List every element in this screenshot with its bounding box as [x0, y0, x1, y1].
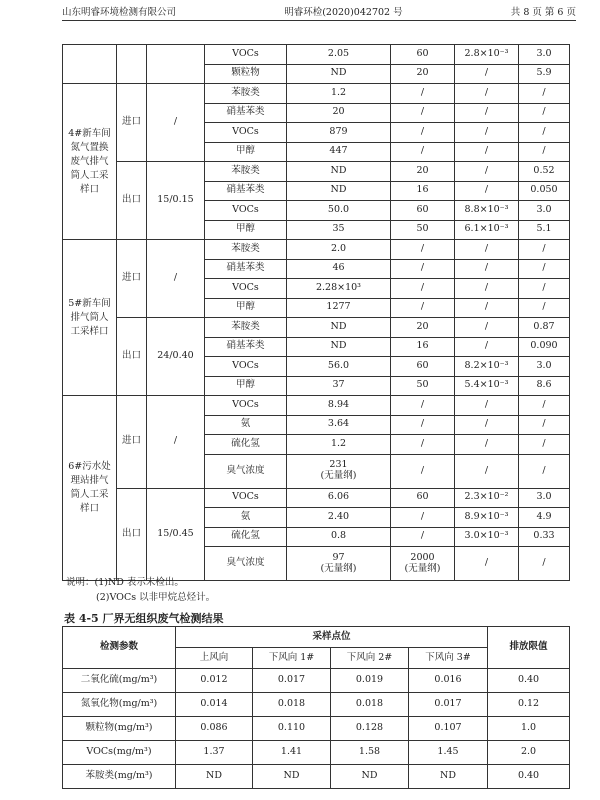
concentration-cell: 37	[287, 376, 391, 396]
site-cell-cont	[63, 45, 117, 84]
concentration-cell: 0.8	[287, 527, 391, 547]
param-cell: 甲醇	[205, 142, 287, 162]
port-cell: 进口	[117, 84, 147, 162]
param-cell: 硝基苯类	[205, 337, 287, 357]
concentration-cell: 97 (无量纲)	[287, 547, 391, 581]
emission-rate-cell: /	[455, 181, 519, 201]
concentration-cell: 2.28×10³	[287, 279, 391, 299]
emission-rate-cell: /	[455, 415, 519, 435]
point-header: 上风向	[176, 648, 253, 669]
rate-limit-cell: 5.1	[519, 220, 570, 240]
table2-caption: 表 4-5 厂界无组织废气检测结果	[64, 612, 224, 625]
rate-limit-cell: 0.52	[519, 162, 570, 182]
limit-cell: 0.40	[488, 765, 570, 789]
param-cell: 硝基苯类	[205, 103, 287, 123]
param-cell: 甲醇	[205, 376, 287, 396]
value-cell: 0.017	[253, 669, 331, 693]
rate-limit-cell: /	[519, 454, 570, 488]
rate-limit-cell: /	[519, 396, 570, 416]
concentration-cell: 20	[287, 103, 391, 123]
table-row	[63, 396, 570, 416]
concentration-limit-cell: 20	[391, 162, 455, 182]
concentration-limit-cell: 60	[391, 357, 455, 377]
param-cell: 硫化氢	[205, 527, 287, 547]
concentration-cell: 6.06	[287, 488, 391, 508]
page-header	[62, 0, 576, 21]
emission-rate-cell: 5.4×10⁻³	[455, 376, 519, 396]
value-cell: 1.41	[253, 741, 331, 765]
param-cell: 苯胺类	[205, 162, 287, 182]
concentration-limit-cell: /	[391, 240, 455, 260]
concentration-cell: ND	[287, 181, 391, 201]
limit-cell: 1.0	[488, 717, 570, 741]
emission-rate-cell: /	[455, 318, 519, 338]
param-cell: VOCs	[205, 45, 287, 65]
concentration-cell: 2.0	[287, 240, 391, 260]
concentration-limit-cell: 2000 (无量纲)	[391, 547, 455, 581]
table-row	[63, 162, 570, 182]
rate-limit-cell: 0.33	[519, 527, 570, 547]
report-number: 明睿环检(2020)042702 号	[284, 7, 403, 18]
concentration-limit-cell: 60	[391, 45, 455, 65]
emission-rate-cell: /	[455, 103, 519, 123]
concentration-limit-cell: 16	[391, 181, 455, 201]
rate-limit-cell: 4.9	[519, 508, 570, 528]
param-cell: 臭气浓度	[205, 454, 287, 488]
site-cell: 5#新车间排气筒人工采样口	[63, 240, 117, 396]
value-cell: 0.012	[176, 669, 253, 693]
table-row	[63, 765, 570, 789]
emission-rate-cell: 8.8×10⁻³	[455, 201, 519, 221]
limit-cell: 0.40	[488, 669, 570, 693]
concentration-limit-cell: 50	[391, 220, 455, 240]
concentration-limit-cell: /	[391, 415, 455, 435]
value-cell: 1.37	[176, 741, 253, 765]
emission-rate-cell: 6.1×10⁻³	[455, 220, 519, 240]
emission-rate-cell: /	[455, 162, 519, 182]
rate-limit-cell: /	[519, 142, 570, 162]
height-cell: /	[147, 240, 205, 318]
rate-limit-cell: 3.0	[519, 201, 570, 221]
param-cell: VOCs	[205, 396, 287, 416]
concentration-limit-cell: /	[391, 84, 455, 104]
param-cell: 臭气浓度	[205, 547, 287, 581]
emission-rate-cell: /	[455, 84, 519, 104]
rate-limit-cell: /	[519, 123, 570, 143]
concentration-limit-cell: 60	[391, 201, 455, 221]
param-cell: VOCs	[205, 488, 287, 508]
rate-limit-cell: 8.6	[519, 376, 570, 396]
value-cell: 0.107	[409, 717, 488, 741]
limit-cell: 2.0	[488, 741, 570, 765]
concentration-cell: 1.2	[287, 84, 391, 104]
height-cell: /	[147, 84, 205, 162]
value-cell: 0.014	[176, 693, 253, 717]
emission-rate-cell: /	[455, 435, 519, 455]
concentration-cell: ND	[287, 318, 391, 338]
height-cell: 15/0.45	[147, 488, 205, 581]
concentration-cell: ND	[287, 162, 391, 182]
emission-rate-cell: /	[455, 64, 519, 84]
rate-limit-cell: /	[519, 84, 570, 104]
value-cell: 0.110	[253, 717, 331, 741]
value-cell: ND	[409, 765, 488, 789]
concentration-limit-cell: 60	[391, 488, 455, 508]
param-cell: VOCs	[205, 123, 287, 143]
concentration-cell: ND	[287, 64, 391, 84]
param-cell: VOCs	[205, 357, 287, 377]
emission-rate-cell: /	[455, 123, 519, 143]
concentration-limit-cell: /	[391, 454, 455, 488]
rate-limit-cell: 5.9	[519, 64, 570, 84]
table-row	[63, 741, 570, 765]
table-row	[63, 669, 570, 693]
value-cell: 0.086	[176, 717, 253, 741]
value-cell: 0.017	[409, 693, 488, 717]
value-cell: 0.019	[331, 669, 409, 693]
emission-rate-cell: /	[455, 279, 519, 299]
param-cell: 氮氧化物(mg/m³)	[63, 693, 176, 717]
rate-limit-cell: 3.0	[519, 45, 570, 65]
header-row	[63, 627, 570, 648]
company-name: 山东明睿环境检测有限公司	[62, 7, 177, 18]
value-cell: ND	[331, 765, 409, 789]
rate-limit-cell: 0.87	[519, 318, 570, 338]
emission-rate-cell: 3.0×10⁻³	[455, 527, 519, 547]
value-cell: 0.128	[331, 717, 409, 741]
concentration-cell: ND	[287, 337, 391, 357]
port-cell: 出口	[117, 162, 147, 240]
note-2: (2)VOCs 以非甲烷总烃计。	[96, 592, 216, 603]
points-header: 采样点位	[176, 627, 488, 648]
param-cell: 苯胺类	[205, 318, 287, 338]
concentration-limit-cell: /	[391, 142, 455, 162]
concentration-cell: 50.0	[287, 201, 391, 221]
emission-rate-cell: /	[455, 240, 519, 260]
concentration-cell: 2.05	[287, 45, 391, 65]
value-cell: 1.58	[331, 741, 409, 765]
point-header: 下风向 1#	[253, 648, 331, 669]
concentration-cell: 8.94	[287, 396, 391, 416]
param-cell: 苯胺类	[205, 240, 287, 260]
concentration-limit-cell: /	[391, 396, 455, 416]
param-cell: VOCs	[205, 201, 287, 221]
rate-limit-cell: /	[519, 259, 570, 279]
rate-limit-cell: 0.050	[519, 181, 570, 201]
limit-cell: 0.12	[488, 693, 570, 717]
boundary-results-table	[62, 626, 570, 789]
param-header: 检测参数	[63, 627, 176, 669]
note-1: 说明：(1)ND 表示未检出。	[66, 577, 184, 588]
rate-limit-cell: /	[519, 435, 570, 455]
emission-rate-cell: /	[455, 396, 519, 416]
port-cell-cont	[117, 45, 147, 84]
table-row	[63, 693, 570, 717]
concentration-cell: 879	[287, 123, 391, 143]
emission-rate-cell: /	[455, 298, 519, 318]
param-cell: 氨	[205, 415, 287, 435]
value-cell: 0.016	[409, 669, 488, 693]
value-cell: ND	[176, 765, 253, 789]
page-number: 共 8 页 第 6 页	[510, 7, 576, 18]
param-cell: 颗粒物(mg/m³)	[63, 717, 176, 741]
emission-rate-cell: /	[455, 142, 519, 162]
emission-rate-cell: /	[455, 454, 519, 488]
param-cell: 甲醇	[205, 298, 287, 318]
height-cell: 24/0.40	[147, 318, 205, 396]
rate-limit-cell: /	[519, 547, 570, 581]
concentration-cell: 46	[287, 259, 391, 279]
point-header: 下风向 2#	[331, 648, 409, 669]
concentration-cell: 1277	[287, 298, 391, 318]
value-cell: 0.018	[331, 693, 409, 717]
port-cell: 出口	[117, 318, 147, 396]
param-cell: 甲醇	[205, 220, 287, 240]
rate-limit-cell: 3.0	[519, 357, 570, 377]
rate-limit-cell: /	[519, 103, 570, 123]
table-notes	[66, 575, 215, 605]
site-cell: 4#新车间氮气置换废气排气筒人工采样口	[63, 84, 117, 240]
rate-limit-cell: /	[519, 279, 570, 299]
param-cell: 硝基苯类	[205, 259, 287, 279]
height-cell: /	[147, 396, 205, 489]
value-cell: 0.018	[253, 693, 331, 717]
param-cell: 氨	[205, 508, 287, 528]
concentration-cell: 2.40	[287, 508, 391, 528]
port-cell: 进口	[117, 396, 147, 489]
concentration-limit-cell: 20	[391, 318, 455, 338]
emission-rate-cell: /	[455, 337, 519, 357]
table-row	[63, 318, 570, 338]
emission-rate-cell: /	[455, 547, 519, 581]
concentration-limit-cell: /	[391, 259, 455, 279]
emission-rate-cell: 2.8×10⁻³	[455, 45, 519, 65]
table-row	[63, 84, 570, 104]
param-cell: VOCs(mg/m³)	[63, 741, 176, 765]
concentration-limit-cell: /	[391, 435, 455, 455]
table-row	[63, 45, 570, 65]
value-cell: 1.45	[409, 741, 488, 765]
table-row	[63, 488, 570, 508]
concentration-cell: 35	[287, 220, 391, 240]
value-cell: ND	[253, 765, 331, 789]
param-cell: 硫化氢	[205, 435, 287, 455]
rate-limit-cell: /	[519, 240, 570, 260]
rate-limit-cell: 3.0	[519, 488, 570, 508]
concentration-limit-cell: 50	[391, 376, 455, 396]
param-cell: 苯胺类	[205, 84, 287, 104]
height-cell-cont	[147, 45, 205, 84]
emission-rate-cell: 8.2×10⁻³	[455, 357, 519, 377]
param-cell: 二氧化硫(mg/m³)	[63, 669, 176, 693]
concentration-limit-cell: /	[391, 103, 455, 123]
rate-limit-cell: 0.090	[519, 337, 570, 357]
param-cell: 硝基苯类	[205, 181, 287, 201]
limit-header: 排放限值	[488, 627, 570, 669]
concentration-limit-cell: 16	[391, 337, 455, 357]
concentration-limit-cell: 20	[391, 64, 455, 84]
rate-limit-cell: /	[519, 298, 570, 318]
concentration-limit-cell: /	[391, 123, 455, 143]
emission-rate-cell: 2.3×10⁻²	[455, 488, 519, 508]
table-row	[63, 240, 570, 260]
concentration-limit-cell: /	[391, 298, 455, 318]
site-cell: 6#污水处理站排气筒人工采样口	[63, 396, 117, 581]
table-row	[63, 717, 570, 741]
exhaust-results-table	[62, 44, 570, 581]
emission-rate-cell: 8.9×10⁻³	[455, 508, 519, 528]
concentration-cell: 231 (无量纲)	[287, 454, 391, 488]
concentration-limit-cell: /	[391, 279, 455, 299]
emission-rate-cell: /	[455, 259, 519, 279]
concentration-limit-cell: /	[391, 527, 455, 547]
concentration-cell: 1.2	[287, 435, 391, 455]
param-cell: 颗粒物	[205, 64, 287, 84]
concentration-cell: 447	[287, 142, 391, 162]
concentration-limit-cell: /	[391, 508, 455, 528]
port-cell: 出口	[117, 488, 147, 581]
concentration-cell: 56.0	[287, 357, 391, 377]
param-cell: VOCs	[205, 279, 287, 299]
height-cell: 15/0.15	[147, 162, 205, 240]
rate-limit-cell: /	[519, 415, 570, 435]
point-header: 下风向 3#	[409, 648, 488, 669]
port-cell: 进口	[117, 240, 147, 318]
param-cell: 苯胺类(mg/m³)	[63, 765, 176, 789]
concentration-cell: 3.64	[287, 415, 391, 435]
